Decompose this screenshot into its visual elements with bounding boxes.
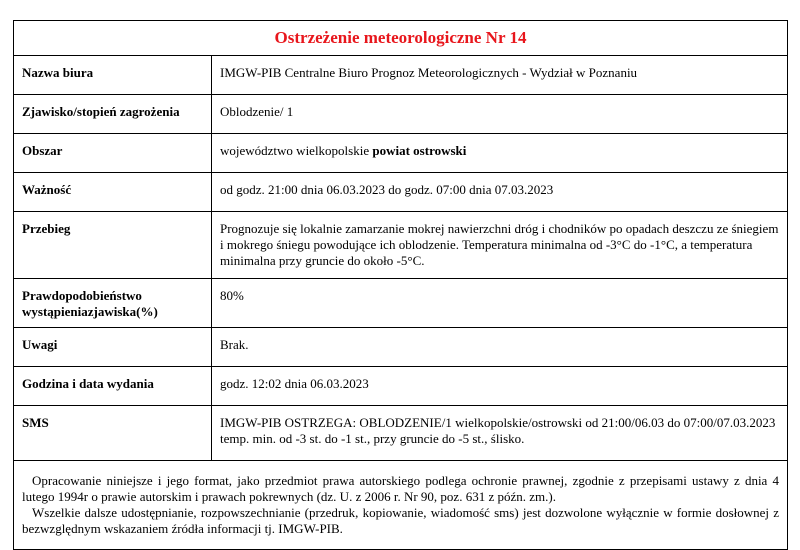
warning-table [13, 20, 788, 550]
copyright-paragraph-1: Opracowanie niniejsze i jego format, jako przedmiot prawa autorskiego podlega ochronie prawnej, zgodnie z przepisami ustawy z dnia 4 lutego 1994r o prawie autorskim i prawach pokrewnych (dz. U. z 2006 r. Nr 90, poz. 631 z późn. zm.). [22, 473, 779, 504]
copyright-paragraph-2: Wszelkie dalsze udostępnianie, rozpowszechnianie (przedruk, kopiowanie, wiadomość sms) jest dozwolone wyłącznie w formie dosłownej z bezwzględnym wskazaniem źródła informacji tj. IMGW-PIB. [22, 505, 779, 536]
row-godzina-wydania [14, 367, 788, 406]
label-sms: SMS [14, 406, 212, 461]
row-waznosc [14, 173, 788, 212]
value-zjawisko: Oblodzenie/ 1 [212, 95, 788, 134]
label-uwagi: Uwagi [14, 328, 212, 367]
title-row [14, 21, 788, 56]
value-przebieg: Prognozuje się lokalnie zamarzanie mokrej nawierzchni dróg i chodników po opadach deszczu ze śniegiem i mokrego śniegu powodujące ich oblodzenie. Temperatura minimalna od -3°C do -1°C, a temperatura minimalna przy gruncie do około -5°C. [212, 212, 788, 279]
value-uwagi: Brak. [212, 328, 788, 367]
value-obszar-wojewodztwo: województwo wielkopolskie [220, 143, 373, 158]
row-nazwa-biura [14, 56, 788, 95]
label-waznosc: Ważność [14, 173, 212, 212]
label-nazwa-biura: Nazwa biura [14, 56, 212, 95]
value-nazwa-biura: IMGW-PIB Centralne Biuro Prognoz Meteorologicznych - Wydział w Poznaniu [212, 56, 788, 95]
document-title: Ostrzeżenie meteorologiczne Nr 14 [274, 28, 527, 47]
row-zjawisko [14, 95, 788, 134]
value-godzina-wydania: godz. 12:02 dnia 06.03.2023 [212, 367, 788, 406]
row-przebieg [14, 212, 788, 279]
row-obszar [14, 134, 788, 173]
value-obszar-powiat: powiat ostrowski [372, 143, 467, 158]
label-prawdopodobienstwo: Prawdopodobieństwo wystąpieniazjawiska(%) [14, 279, 212, 328]
row-prawdopodobienstwo [14, 279, 788, 328]
footer-row [14, 461, 788, 550]
row-uwagi [14, 328, 788, 367]
value-prawdopodobienstwo: 80% [212, 279, 788, 328]
value-waznosc: od godz. 21:00 dnia 06.03.2023 do godz. 07:00 dnia 07.03.2023 [212, 173, 788, 212]
label-obszar: Obszar [14, 134, 212, 173]
label-zjawisko: Zjawisko/stopień zagrożenia [14, 95, 212, 134]
title-cell [14, 21, 788, 56]
label-godzina-wydania: Godzina i data wydania [14, 367, 212, 406]
value-obszar [212, 134, 788, 173]
copyright-notice [14, 461, 788, 550]
label-przebieg: Przebieg [14, 212, 212, 279]
row-sms [14, 406, 788, 461]
value-sms: IMGW-PIB OSTRZEGA: OBLODZENIE/1 wielkopolskie/ostrowski od 21:00/06.03 do 07:00/07.03.2023 temp. min. od -3 st. do -1 st., przy gruncie do -5 st., ślisko. [212, 406, 788, 461]
